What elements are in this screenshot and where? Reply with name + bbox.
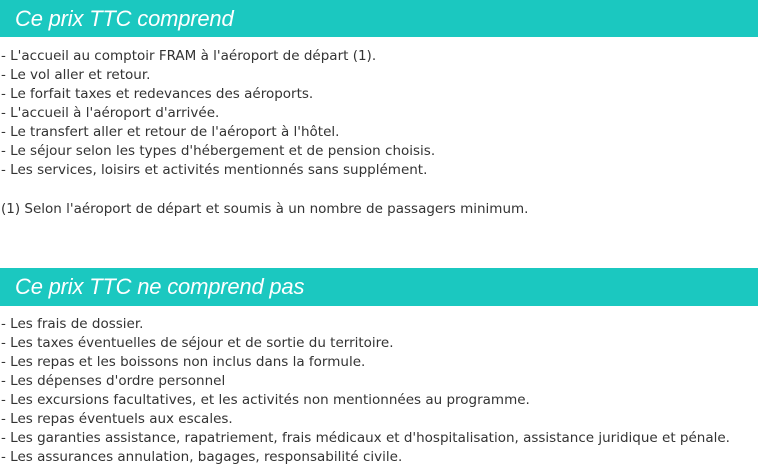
list-item: - Les excursions facultatives, et les activités non mentionnées au programme. xyxy=(1,392,530,408)
section-header-includes: Ce prix TTC comprend xyxy=(0,0,758,37)
list-item: - Les services, loisirs et activités mentionnés sans supplément. xyxy=(1,162,428,178)
list-item: - Le vol aller et retour. xyxy=(1,67,151,83)
excluded-items-list xyxy=(1,315,730,467)
list-item: - Les taxes éventuelles de séjour et de sortie du territoire. xyxy=(1,335,394,351)
list-item: - Les garanties assistance, rapatriement, frais médicaux et d'hospitalisation, assistance juridique et pénale. xyxy=(1,430,730,446)
list-item: - Les repas éventuels aux escales. xyxy=(1,411,233,427)
list-item: - Les assurances annulation, bagages, responsabilité civile. xyxy=(1,449,403,465)
list-item: - Le forfait taxes et redevances des aéroports. xyxy=(1,86,314,102)
list-item: - L'accueil au comptoir FRAM à l'aéroport de départ (1). xyxy=(1,48,377,64)
footnote: (1) Selon l'aéroport de départ et soumis à un nombre de passagers minimum. xyxy=(1,201,529,217)
list-item: - Le séjour selon les types d'hébergement et de pension choisis. xyxy=(1,143,436,159)
list-item: - Les dépenses d'ordre personnel xyxy=(1,373,226,389)
list-item: - Les frais de dossier. xyxy=(1,316,144,332)
list-item: - Le transfert aller et retour de l'aéroport à l'hôtel. xyxy=(1,124,340,140)
included-items-list xyxy=(1,47,435,180)
section-header-excludes: Ce prix TTC ne comprend pas xyxy=(0,268,758,306)
list-item: - L'accueil à l'aéroport d'arrivée. xyxy=(1,105,220,121)
list-item: - Les repas et les boissons non inclus dans la formule. xyxy=(1,354,366,370)
